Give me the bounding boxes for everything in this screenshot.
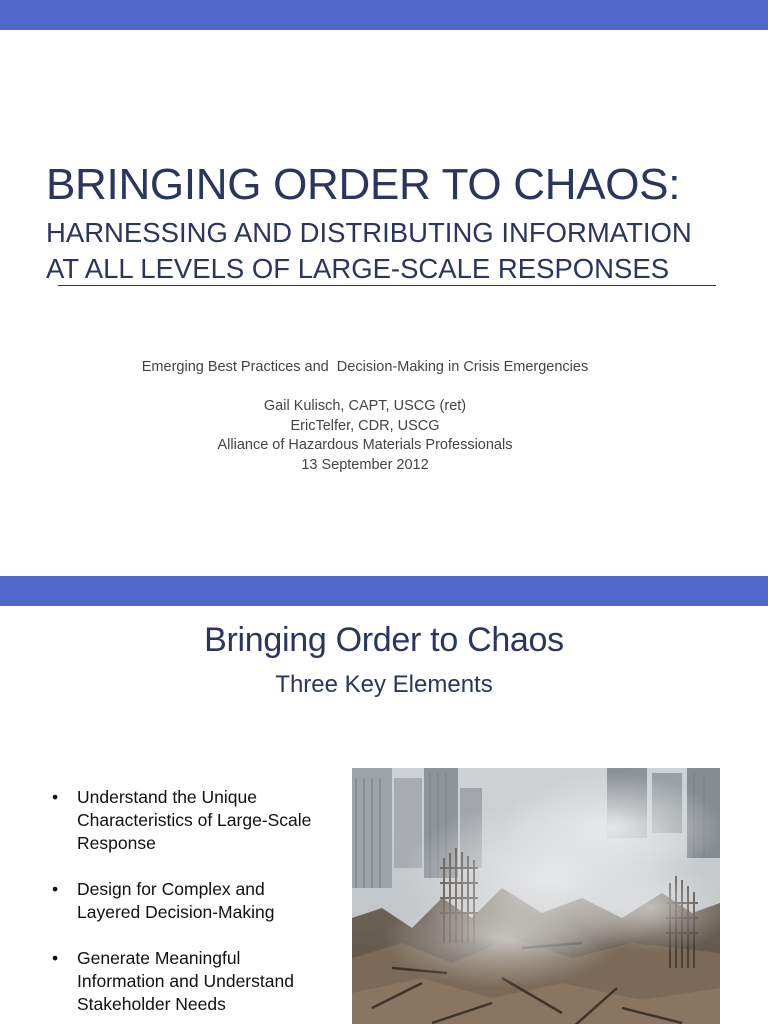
list-item	[52, 786, 352, 855]
author-2: EricTelfer, CDR, USCG	[290, 417, 440, 434]
slide-title: Bringing Order to Chaos	[204, 621, 564, 659]
key-elements-list	[52, 786, 352, 1024]
list-item-text: Stakeholder Needs	[77, 994, 226, 1014]
list-item-text: Layered Decision-Making	[77, 902, 275, 922]
list-item-text: Characteristics of Large-Scale	[77, 810, 312, 830]
credits-block	[0, 397, 730, 475]
bullet-icon: •	[52, 787, 59, 807]
disaster-site-photo	[352, 768, 720, 1024]
slide-subtitle: Three Key Elements	[275, 671, 493, 698]
bullet-icon: •	[52, 879, 59, 899]
list-item-text: Design for Complex and	[77, 879, 265, 899]
list-item-text: Understand the Unique	[77, 787, 257, 807]
subtitle-line-1: HARNESSING AND DISTRIBUTING INFORMATION	[46, 217, 692, 248]
list-item	[52, 878, 352, 924]
author-1: Gail Kulisch, CAPT, USCG (ret)	[263, 398, 467, 414]
list-item-text: Generate Meaningful	[77, 948, 241, 968]
event-name: Emerging Best Practices and Decision-Making in Crisis Emergencies	[141, 359, 589, 375]
list-item-text: Information and Understand	[77, 971, 294, 991]
presentation-title: BRINGING ORDER TO CHAOS:	[46, 160, 681, 209]
content-slide	[0, 576, 768, 1024]
bullet-icon: •	[52, 948, 59, 968]
presentation-date: 13 September 2012	[301, 456, 429, 473]
list-item-text: Response	[77, 833, 156, 853]
title-underline	[58, 285, 716, 286]
list-item	[52, 947, 352, 1016]
organization: Alliance of Hazardous Materials Professionals	[217, 437, 513, 453]
presentation-subtitle	[46, 215, 692, 287]
subtitle-line-2: AT ALL LEVELS OF LARGE-SCALE RESPONSES	[46, 253, 670, 284]
header-bar	[0, 576, 768, 606]
header-bar	[0, 0, 768, 30]
